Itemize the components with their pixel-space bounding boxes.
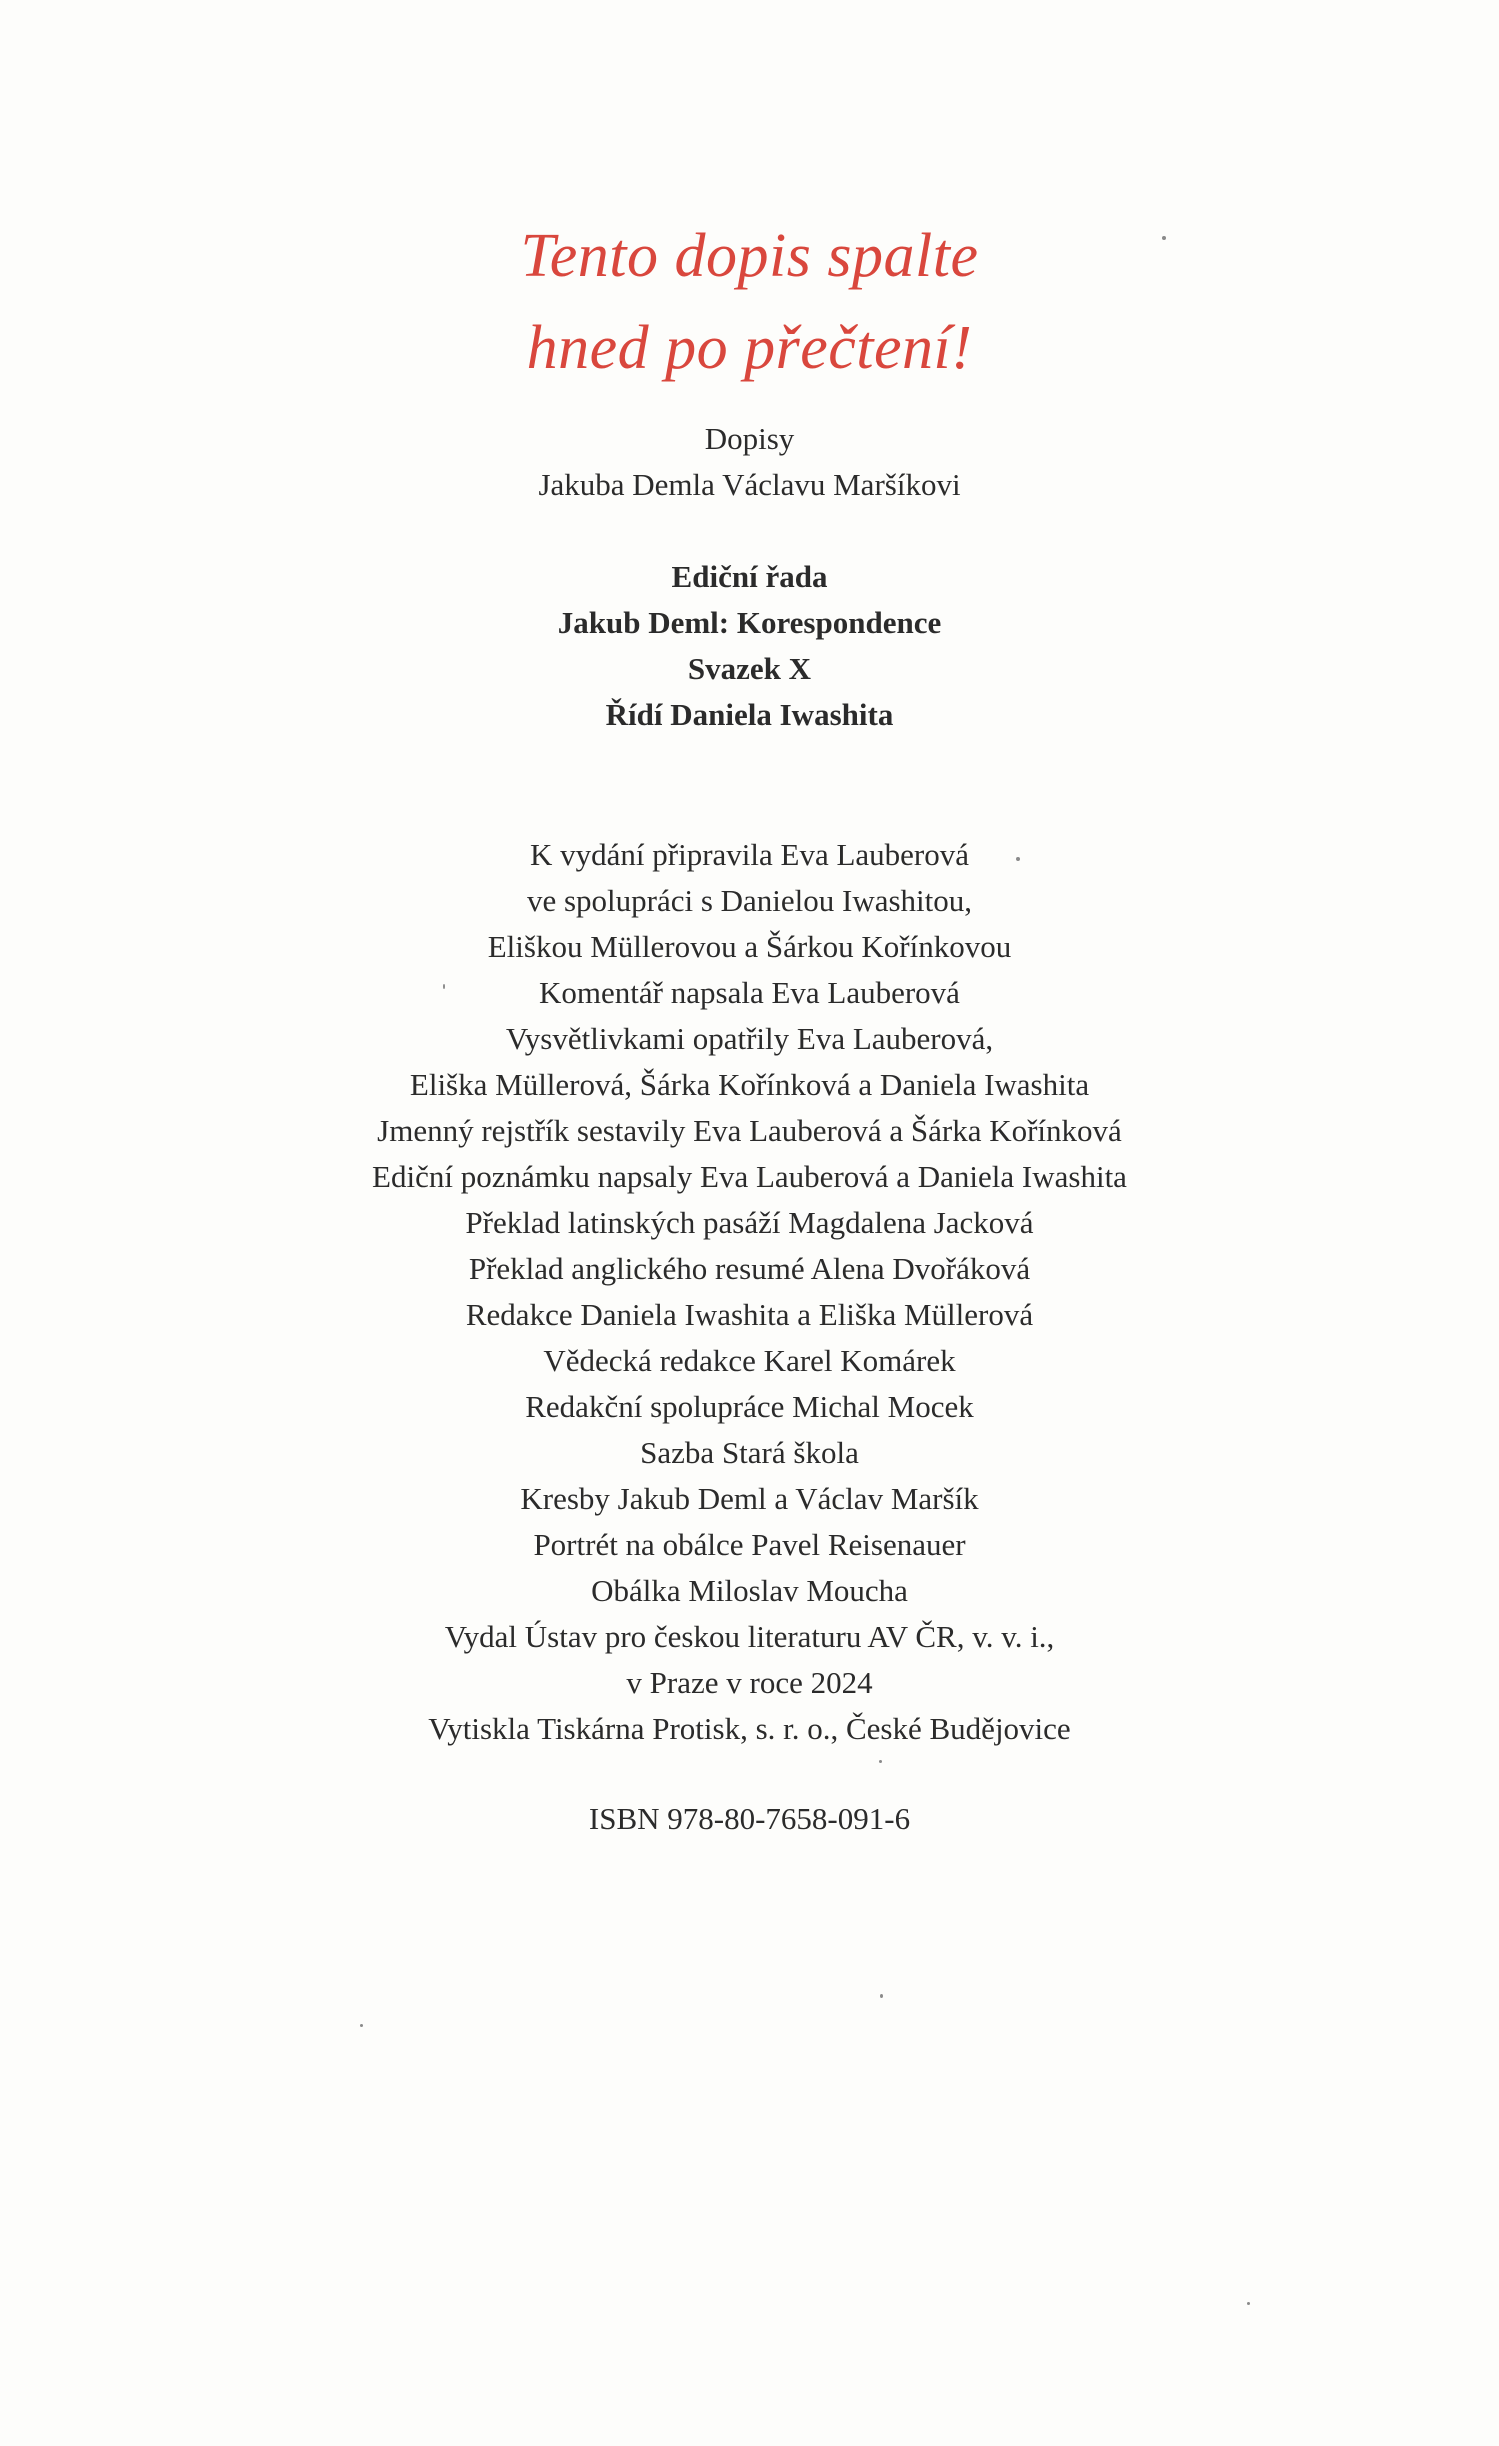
credit-line: ve spolupráci s Danielou Iwashitou, [526, 883, 973, 918]
credit-line: Eliška Müllerová, Šárka Kořínková a Daniela Iwashita [409, 1067, 1090, 1102]
credit-line: Překlad anglického resumé Alena Dvořáková [468, 1251, 1031, 1286]
credit-line: Vysvětlivkami opatřily Eva Lauberová, [505, 1021, 994, 1056]
credit-line: v Praze v roce 2024 [626, 1665, 873, 1700]
subtitle-block [0, 416, 1499, 508]
subtitle-line: Jakuba Demla Václavu Maršíkovi [538, 467, 961, 502]
credit-line: Redakční spolupráce Michal Mocek [525, 1389, 974, 1424]
isbn-block [0, 1796, 1499, 1842]
credit-line: K vydání připravila Eva Lauberová [530, 837, 969, 872]
series-line: Jakub Deml: Korespondence [557, 605, 942, 640]
credit-line: Portrét na obálce Pavel Reisenauer [533, 1527, 966, 1562]
credit-line: Kresby Jakub Deml a Václav Maršík [520, 1481, 979, 1516]
paper-speck [1162, 236, 1166, 240]
series-line: Ediční řada [671, 559, 828, 594]
paper-speck [360, 2024, 363, 2027]
credits-block [0, 832, 1499, 1752]
paper-speck [443, 984, 445, 989]
credit-line: Jmenný rejstřík sestavily Eva Lauberová a Šárka Kořínková [377, 1113, 1122, 1148]
paper-speck [879, 1760, 882, 1763]
credit-line: Sazba Stará škola [640, 1435, 859, 1470]
credit-line: Vytiskla Tiskárna Protisk, s. r. o., České Budějovice [428, 1711, 1071, 1746]
series-line: Svazek X [687, 651, 812, 686]
credit-line: Komentář napsala Eva Lauberová [539, 975, 960, 1010]
paper-speck [1016, 857, 1020, 861]
credit-line: Vydal Ústav pro českou literaturu AV ČR, v. v. i., [444, 1619, 1055, 1654]
paper-speck [880, 1994, 883, 1998]
credit-line: Vědecká redakce Karel Komárek [543, 1343, 956, 1378]
credit-line: Eliškou Müllerovou a Šárkou Kořínkovou [487, 929, 1012, 964]
series-block [0, 554, 1499, 738]
credit-line: Překlad latinských pasáží Magdalena Jacková [465, 1205, 1034, 1240]
isbn-line: ISBN 978-80-7658-091-6 [588, 1801, 911, 1836]
book-title-line-2: hned po přečtení! [526, 314, 973, 382]
credit-line: Obálka Miloslav Moucha [591, 1573, 908, 1608]
book-title-line-1: Tento dopis spalte [520, 222, 979, 290]
subtitle-line: Dopisy [704, 421, 795, 456]
credit-line: Ediční poznámku napsaly Eva Lauberová a Daniela Iwashita [372, 1159, 1127, 1194]
paper-speck [1247, 2302, 1250, 2305]
credit-line: Redakce Daniela Iwashita a Eliška Müllerová [465, 1297, 1034, 1332]
series-line: Řídí Daniela Iwashita [605, 697, 894, 732]
